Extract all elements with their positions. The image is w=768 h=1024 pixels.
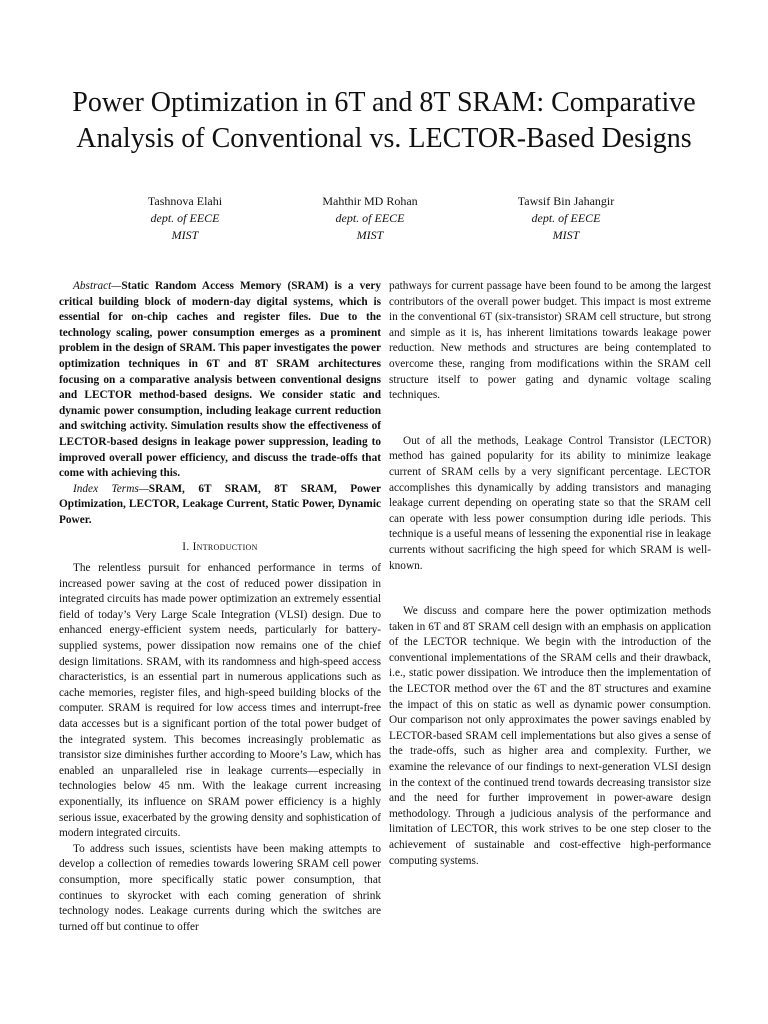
author-name: Tawsif Bin Jahangir [517,194,615,208]
author-1 [95,193,275,244]
body-paragraph: To address such issues, scientists have been making attempts to develop a collection of remedies towards lowering SRAM cell power consumption, more specifically static power consumption, that continues to skyrocket with each coming generation of shrink technology nodes. Leakage currents during which the switches are turned off but continue to offer [59,842,381,933]
body-paragraph-continued: pathways for current passage have been found to be among the largest contributors of the overall power budget. This impact is most extreme in the conventional 6T (six-transistor) SRAM cell structure, but strong and simple as it is, has inherent limitations towards leakage power reduction. New methods and structures are being contemplated to overcome these, ranging from modifications within the SRAM cell structure itself to power gating and dynamic voltage scaling techniques. [389,280,711,402]
section-heading: I. Introduction [182,540,258,553]
abstract [59,279,381,482]
index-terms-text: SRAM, 6T SRAM, 8T SRAM, Power Optimization, LECTOR, Leakage Current, Static Power, Dynamic Power. [59,482,381,526]
index-terms [59,482,381,529]
paper-title: Power Optimization in 6T and 8T SRAM: Comparative Analysis of Conventional vs. LECTOR-Based Designs [72,86,696,154]
abstract-label: Abstract— [73,280,122,292]
author-2 [280,193,460,244]
author-dept: dept. of EECE [150,211,220,225]
body-paragraph: The relentless pursuit for enhanced performance in terms of increased power saving at the cost of reduced power dissipation in integrated circuits has made power optimization an extremely essential field of today’s Very Large Scale Integration (VLSI) design. Due to enhanced energy-efficient system needs, particularly for battery-supplied systems, power dissipation now remains one of the chief design limitations. SRAM, with its randomness and high-speed access characteristics, is an essential part in numerous applications such as cache memories, register files, and high-speed building blocks of the computer. SRAM is required for low access times and interrupt-free data accesses but is a significant portion of the total power budget of the integrated system. This becomes increasingly problematic as transistor size diminishes further according to Moore’s Law, which has enabled an unparalleled rise in leakage currents—especially in technologies below 45 nm. With the leakage current increasing exponentially, its influence on SRAM power efficiency is a highly serious issue, exacerbated by the growing density and sophistication of modern integrated circuits. [59,562,381,840]
author-block [0,193,768,243]
author-institution: MIST [356,228,384,242]
left-column [59,279,381,935]
author-institution: MIST [552,228,580,242]
author-institution: MIST [171,228,199,242]
author-name: Mahthir MD Rohan [322,194,418,208]
body-paragraph: We discuss and compare here the power optimization methods taken in 6T and 8T SRAM cell design with an emphasis on application of the LECTOR technique. We begin with the introduction of the conventional implementations of the SRAM cells and their drawback, i.e., static power dissipation. We introduce then the implementation of the LECTOR method over the 6T and the 8T structures and examine the impact of this on static as well as dynamic power consumption. Our comparison not only approximates the power savings enabled by LECTOR-based SRAM cell implementations but also gives a sense of the trade-offs, such as higher area and complexity. Further, we examine the relevance of our findings to next-generation VLSI design in the context of the continued trend towards decreasing transistor size and the need for further improvement in power-aware design methodology. Through a judicious analysis of the performance and limitation of LECTOR, this work strives to be one step closer to the achievement of sustainable and cost-effective high-performance computing systems. [389,605,711,867]
abstract-text: Static Random Access Memory (SRAM) is a very critical building block of modern-day digital systems, which is essential for on-chip caches and register files. Due to the technology scaling, power consumption emerges as a prominent problem in the design of SRAM. This paper investigates the power optimization techniques in 6T and 8T SRAM architectures focusing on a comparative analysis between conventional designs and LECTOR method-based designs. We consider static and dynamic power consumption, including leakage current reduction and switching activity. Simulation results show the effectiveness of LECTOR-based designs in leakage power suppression, leading to improved overall power efficiency, and discuss the trade-offs that come with achieving this. [59,280,381,480]
index-terms-label: Index Terms— [73,482,149,495]
body-paragraph: Out of all the methods, Leakage Control Transistor (LECTOR) method has gained popularity for its ability to minimize leakage current of SRAM cells by a very significant percentage. LECTOR accomplishes this dynamically by adding transistors and managing leakage current depending on operating state so that the SRAM cell can operate with less power consumption during idle periods. This technique is a useful means of lessening the exponential rise in leakage currents without sacrificing the high speed for which SRAM is well-known. [389,434,711,572]
author-dept: dept. of EECE [531,211,601,225]
right-column [389,279,711,869]
author-name: Tashnova Elahi [147,194,223,208]
author-3 [476,193,656,244]
author-dept: dept. of EECE [335,211,405,225]
